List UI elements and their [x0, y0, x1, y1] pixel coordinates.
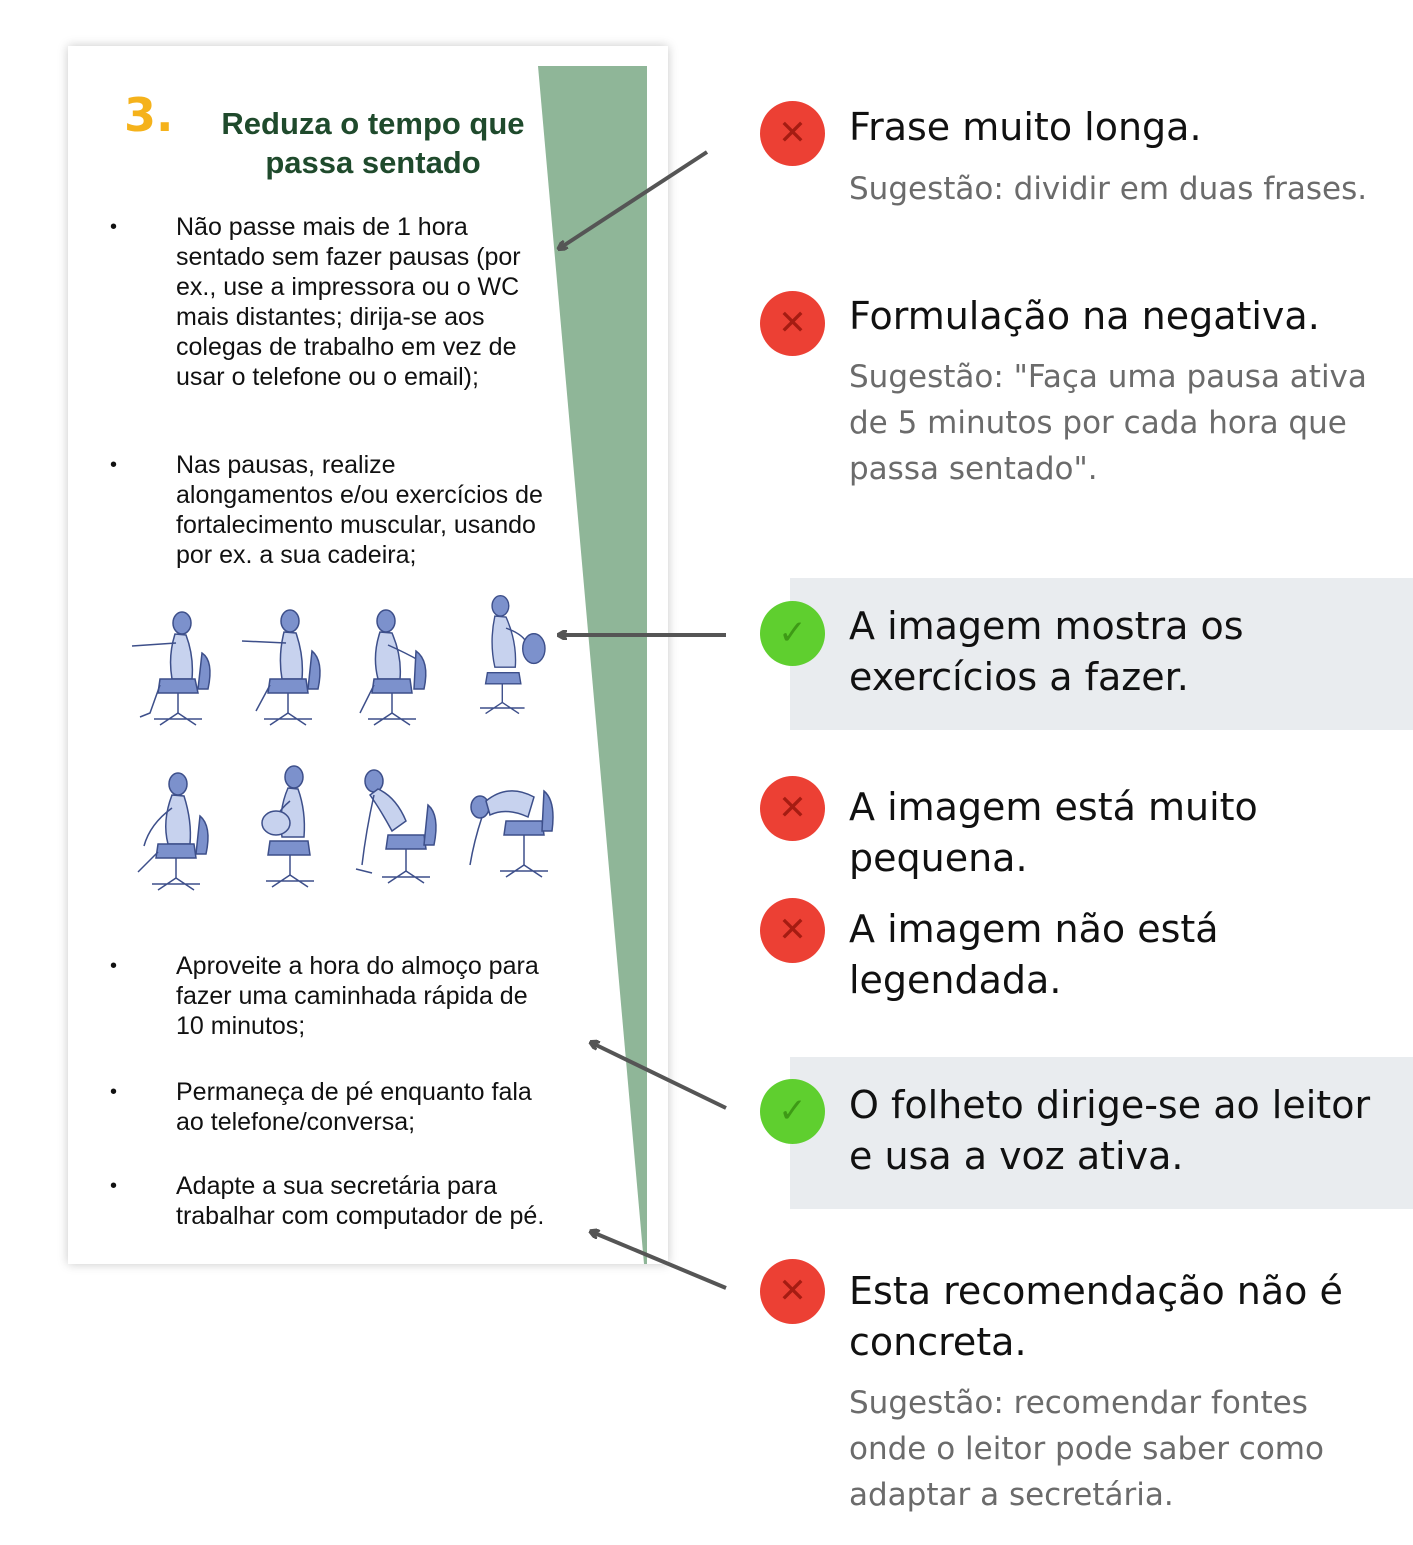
bullet-lunch-walk: • Aproveite a hora do almoço para fazer uma caminhada rápida de 10 minutos;	[176, 951, 556, 1041]
bullet-stretching: • Nas pausas, realize alongamentos e/ou exercícios de fortalecimento muscular, usando por ex. a sua cadeira;	[176, 450, 556, 570]
feedback-title: O folheto dirige-se ao leitor e usa a voz ativa.	[849, 1083, 1371, 1178]
cross-icon: ✕	[760, 101, 825, 166]
feedback-title: Frase muito longa.	[849, 105, 1202, 149]
section-number: 3.	[124, 88, 174, 142]
section-title: Reduza o tempo que passa sentado	[221, 106, 525, 180]
cross-icon: ✕	[760, 1259, 825, 1324]
bullet-no-sitting-hour: • Não passe mais de 1 hora sentado sem fazer pausas (por ex., use a impressora ou o WC mais distantes; dirija-se aos colegas de trabalho em vez de usar o telefone ou o email);	[176, 212, 556, 392]
feedback-title: A imagem mostra os exercícios a fazer.	[849, 604, 1244, 699]
bullet-standing-desk: • Adapte a sua secretária para trabalhar com computador de pé.	[176, 1171, 556, 1231]
check-icon: ✓	[760, 601, 825, 666]
feedback-title: A imagem não está legendada.	[849, 907, 1219, 1002]
feedback-suggestion: Sugestão: "Faça uma pausa ativa de 5 minutos por cada hora que passa sentado".	[849, 359, 1367, 487]
feedback-title: Esta recomendação não é concreta.	[849, 1269, 1343, 1364]
feedback-title: A imagem está muito pequena.	[849, 785, 1258, 880]
bullet-stand-on-phone: • Permaneça de pé enquanto fala ao telefone/conversa;	[176, 1077, 556, 1137]
feedback-suggestion: Sugestão: recomendar fontes onde o leitor pode saber como adaptar a secretária.	[849, 1385, 1324, 1513]
arrow-not-concrete	[592, 1232, 726, 1288]
cross-icon: ✕	[760, 776, 825, 841]
feedback-title: Formulação na negativa.	[849, 294, 1320, 338]
arrow-active-voice	[592, 1043, 726, 1108]
cross-icon: ✕	[760, 898, 825, 963]
feedback-suggestion: Sugestão: dividir em duas frases.	[849, 171, 1368, 207]
arrow-long-sentence	[560, 152, 707, 248]
check-icon: ✓	[760, 1079, 825, 1144]
cross-icon: ✕	[760, 291, 825, 356]
